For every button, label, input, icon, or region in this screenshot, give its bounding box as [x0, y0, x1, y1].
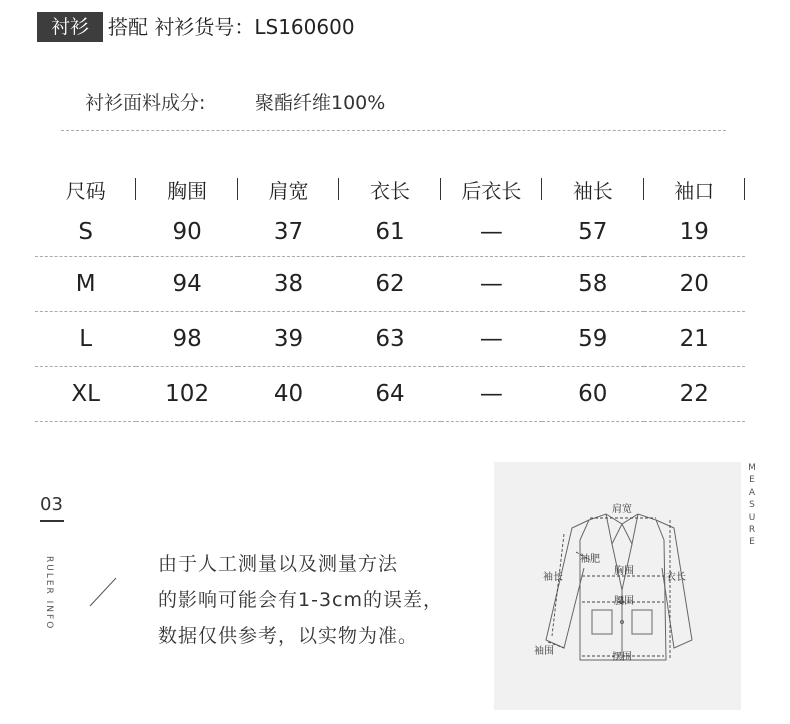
section-underline — [40, 520, 64, 522]
table-cell: 59 — [542, 312, 643, 367]
table-cell: 20 — [644, 257, 745, 312]
table-row — [35, 257, 745, 312]
category-tag: 衬衫 — [37, 12, 103, 42]
diagram-label: 袖肥 — [580, 554, 600, 565]
table-cell: 90 — [136, 208, 237, 257]
table-cell: 37 — [238, 208, 339, 257]
ruler-info-label: RULER INFO — [44, 556, 54, 631]
table-cell: XL — [35, 367, 136, 422]
column-header: 尺码 — [35, 170, 136, 208]
measurement-diagram — [494, 462, 741, 710]
note-line: 的影响可能会有1-3cm的误差， — [158, 589, 443, 611]
table-cell: 64 — [339, 367, 440, 422]
table-cell: 19 — [644, 208, 745, 257]
measurement-note — [158, 546, 443, 654]
column-header: 后衣长 — [441, 170, 542, 208]
table-cell: 102 — [136, 367, 237, 422]
table-cell: — — [441, 257, 542, 312]
table-cell: 21 — [644, 312, 745, 367]
column-header: 袖长 — [542, 170, 643, 208]
table-cell: 40 — [238, 367, 339, 422]
fabric-value: 聚酯纤维100% — [255, 92, 386, 114]
table-cell: 98 — [136, 312, 237, 367]
divider — [61, 130, 726, 131]
table-cell: 61 — [339, 208, 440, 257]
table-cell: 57 — [542, 208, 643, 257]
section-number: 03 — [40, 494, 63, 515]
diagram-label: 袖围 — [534, 646, 554, 657]
note-line: 数据仅供参考，以实物为准。 — [158, 625, 419, 647]
table-cell: S — [35, 208, 136, 257]
table-cell: 22 — [644, 367, 745, 422]
diagram-label: 衣长 — [666, 572, 686, 583]
table-cell: 63 — [339, 312, 440, 367]
table-row — [35, 312, 745, 367]
diagram-label: 袖长 — [543, 572, 563, 583]
column-header: 肩宽 — [238, 170, 339, 208]
table-cell: — — [441, 312, 542, 367]
table-row — [35, 367, 745, 422]
column-header: 胸围 — [136, 170, 237, 208]
product-title: 搭配 衬衫货号：LS160600 — [108, 15, 355, 39]
diagram-label: 胸围 — [614, 566, 634, 577]
table-cell: 60 — [542, 367, 643, 422]
fabric-label: 衬衫面料成分: — [85, 92, 206, 114]
column-header: 衣长 — [339, 170, 440, 208]
table-row — [35, 208, 745, 257]
size-table-header — [35, 170, 745, 208]
column-header: 袖口 — [644, 170, 745, 208]
table-cell: 39 — [238, 312, 339, 367]
table-cell: 38 — [238, 257, 339, 312]
table-cell: — — [441, 367, 542, 422]
table-cell: 58 — [542, 257, 643, 312]
table-cell: — — [441, 208, 542, 257]
diagram-label: 摆围 — [612, 652, 632, 663]
diagram-label: 肩宽 — [612, 504, 632, 515]
measure-label: M E A S U R E — [748, 463, 756, 548]
table-cell: M — [35, 257, 136, 312]
note-line: 由于人工测量以及测量方法 — [158, 553, 399, 575]
table-cell: 62 — [339, 257, 440, 312]
jacket-diagram-icon — [494, 462, 741, 710]
table-cell: L — [35, 312, 136, 367]
size-table — [35, 170, 745, 422]
diagram-label: 腰围 — [614, 596, 634, 607]
table-cell: 94 — [136, 257, 237, 312]
slash-divider-icon — [88, 576, 120, 608]
